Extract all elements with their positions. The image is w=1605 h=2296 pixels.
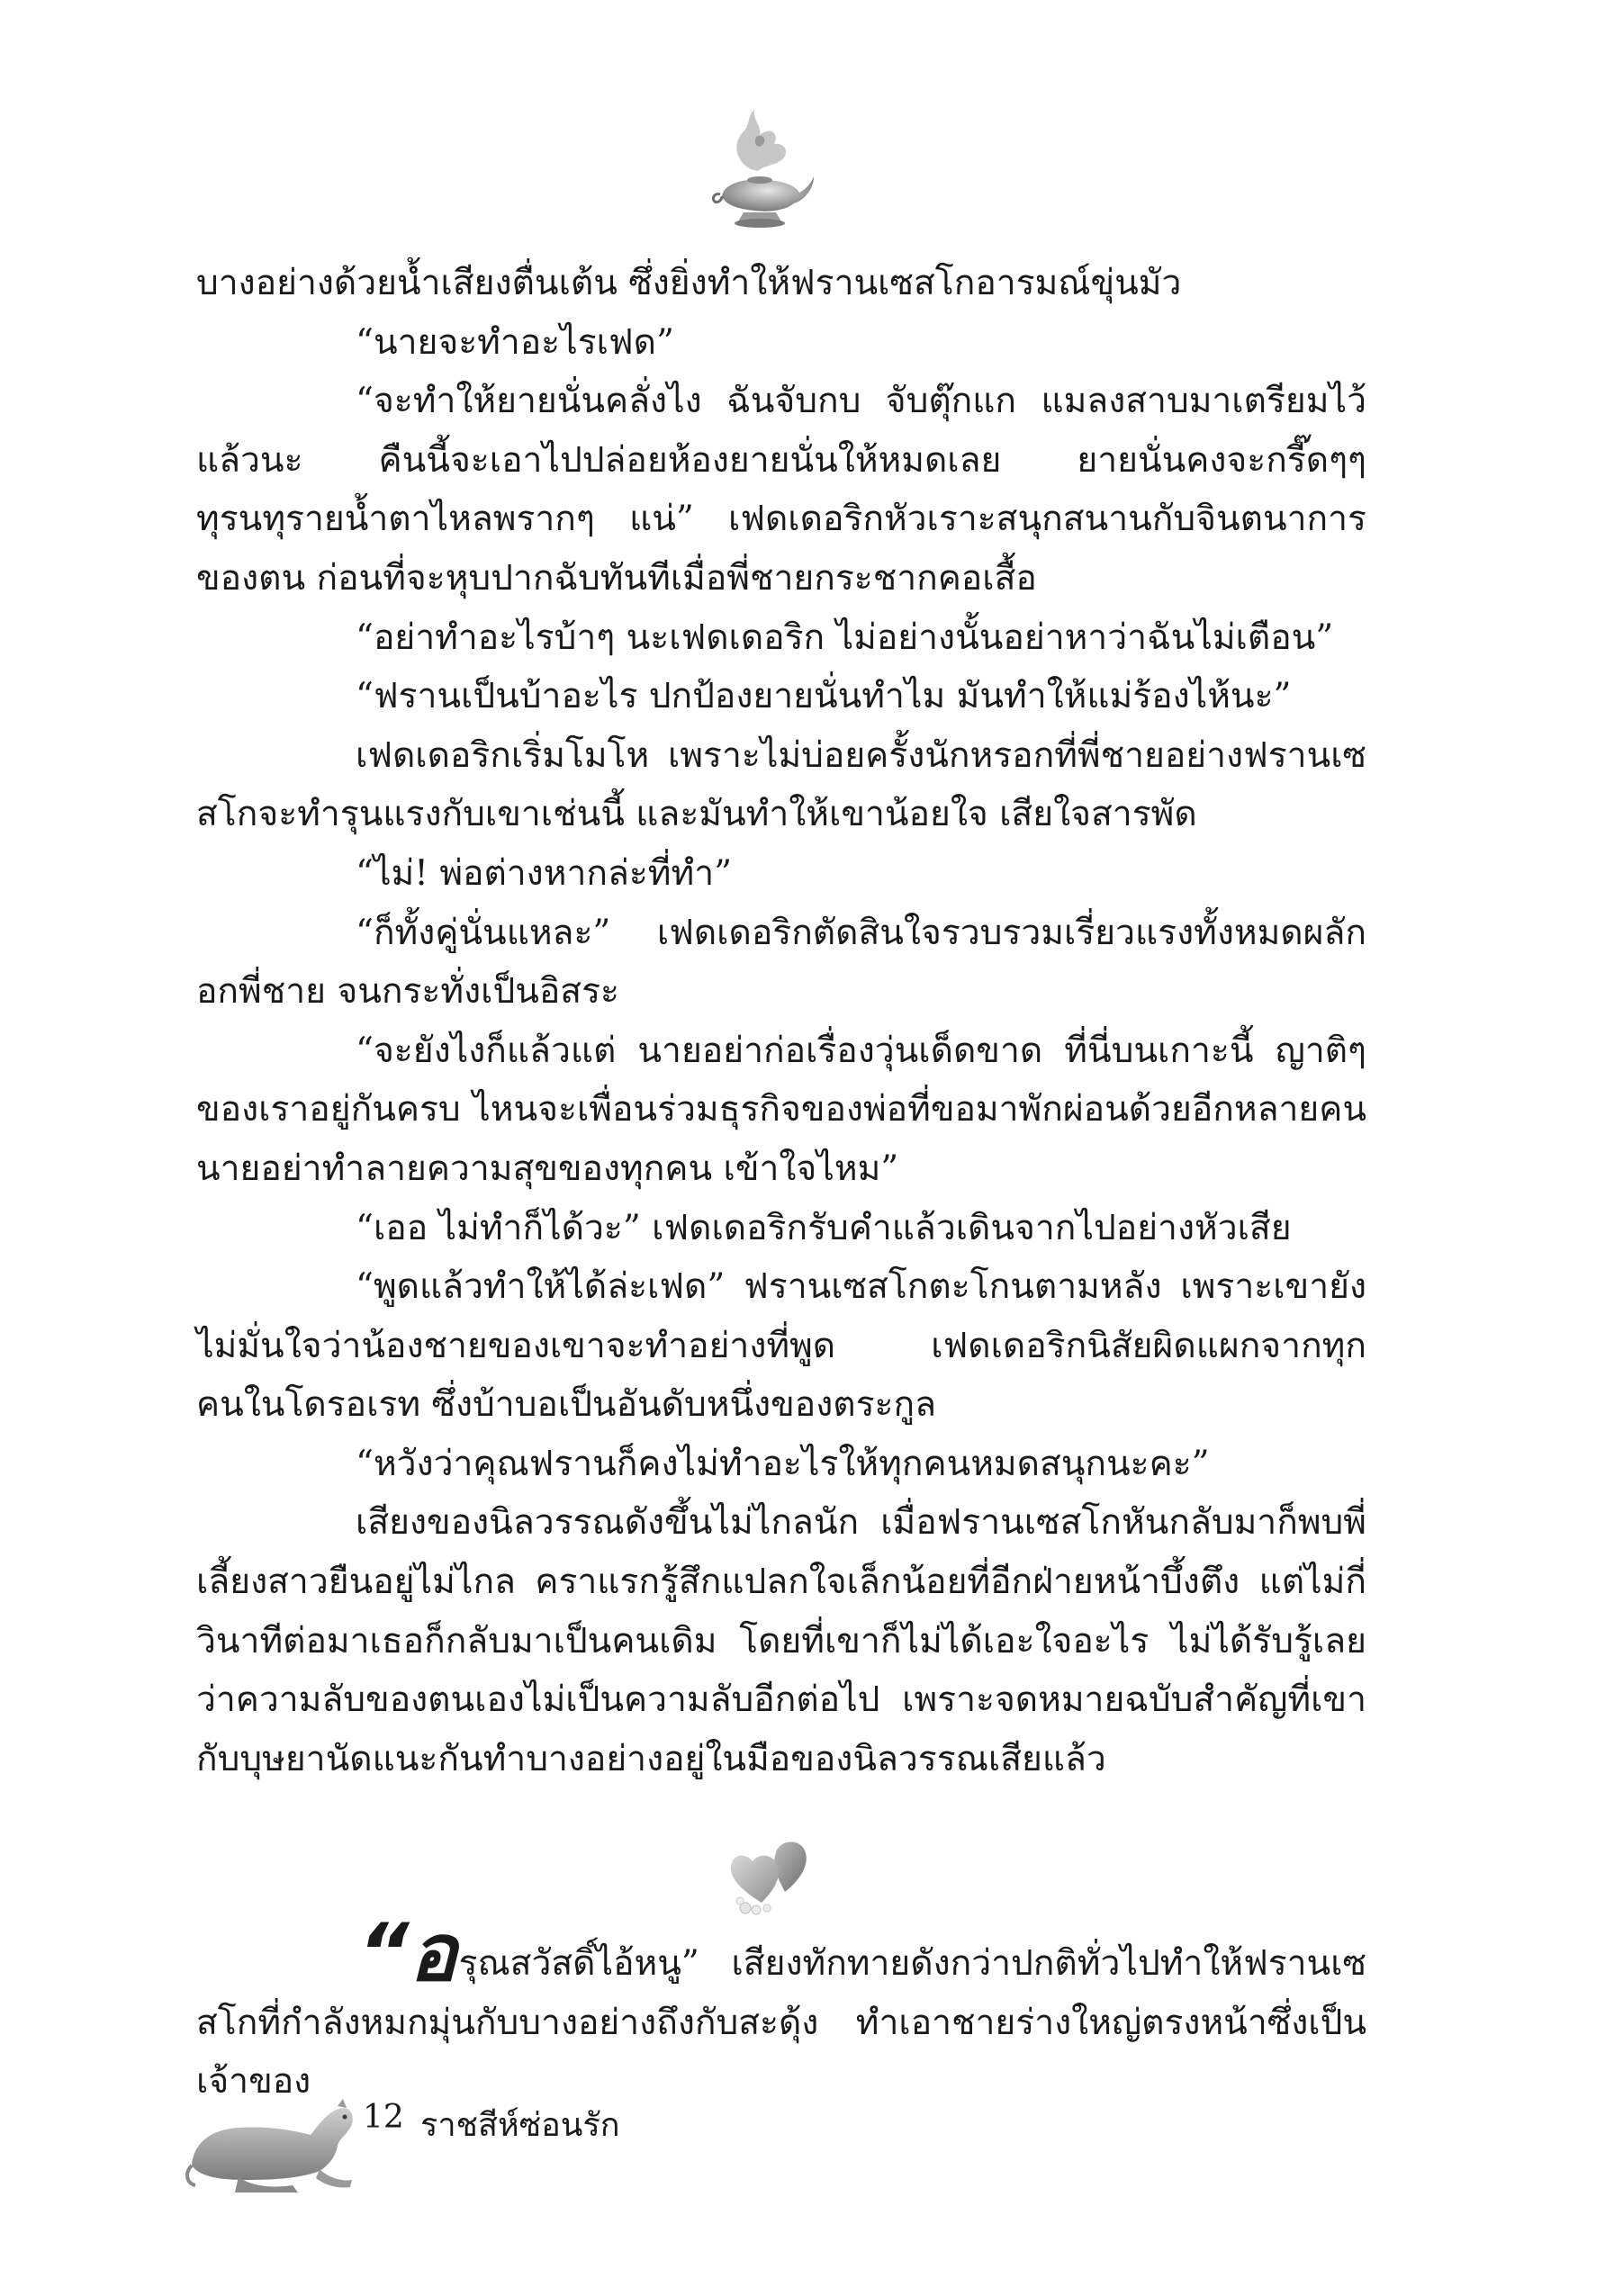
paragraph: “อย่าทำอะไรบ้าๆ นะเฟดเดอริก ไม่อย่างนั้นอย่าหาว่าฉันไม่เตือน” — [356, 617, 1334, 658]
book-title: ราชสีห์ซ่อนรัก — [420, 2107, 620, 2144]
page-number: 12 — [363, 2099, 404, 2136]
paragraph: บางอย่างด้วยน้ำเสียงตื่นเต้น ซึ่งยิ่งทำให้ฟรานเซสโกอารมณ์ขุ่นมัว — [196, 263, 1182, 303]
drop-cap: “อ — [358, 1906, 457, 1999]
magic-lamp-icon — [708, 106, 816, 232]
hearts-icon — [726, 1836, 816, 1915]
opening-text: รุณสวัสดิ์ไอ้หนู” เสียงทักทายดังกว่าปกติทั่วไปทำให้ฟรานเซสโกที่กำลังหมกมุ่นกับบางอย่างถึงกับสะดุ้ง ทำเอาชายร่างใหญ่ตรงหน้าซึ่งเป็นเจ้าของ — [196, 1943, 1366, 2102]
lioness-icon — [185, 2079, 356, 2196]
paragraph: “เออ ไม่ทำก็ได้วะ” เฟดเดอริกรับคำแล้วเดินจากไปอย่างหัวเสีย — [356, 1207, 1292, 1248]
paragraph: “หวังว่าคุณฟรานก็คงไม่ทำอะไรให้ทุกคนหมดสนุกนะคะ” — [356, 1443, 1210, 1484]
paragraph: “พูดแล้วทำให้ได้ล่ะเฟด” ฟรานเซสโกตะโกนตามหลัง เพราะเขายังไม่มั่นใจว่าน้องชายของเขาจะทำอย่างที่พูด เฟดเดอริกนิสัยผิดแผกจากทุกคนในโดรอเรท ซึ่งบ้าบอเป็นอันดับหนึ่งของตระกูล — [196, 1266, 1366, 1426]
paragraph: เสียงของนิลวรรณดังขึ้นไม่ไกลนัก เมื่อฟรานเซสโกหันกลับมาก็พบพี่เลี้ยงสาวยืนอยู่ไม่ไกล คราแรกรู้สึกแปลกใจเล็กน้อยที่อีกฝ่ายหน้าบึ้งตึง แต่ไม่กี่วินาทีต่อมาเธอก็กลับมาเป็นคนเดิม โดยที่เขาก็ไม่ได้เอะใจอะไร ไม่ได้รับรู้เลยว่าความลับของตนเองไม่เป็นความลับอีกต่อไป เพราะจดหมายฉบับสำคัญที่เขากับบุษยานัดแนะกันทำบางอย่างอยู่ในมือของนิลวรรณเสียแล้ว — [196, 1502, 1366, 1779]
paragraph: “นายจะทำอะไรเฟด” — [356, 321, 674, 363]
page-footer — [185, 2079, 725, 2196]
paragraph: “จะทำให้ยายนั่นคลั่งไง ฉันจับกบ จับตุ๊กแก แมลงสาบมาเตรียมไว้แล้วนะ คืนนี้จะเอาไปปล่อยห้องยายนั่นให้หมดเลย ยายนั่นคงจะกรี๊ดๆๆ ทุรนทุรายน้ำตาไหลพรากๆ แน่” เฟดเดอริกหัวเราะสนุกสนานกับจินตนาการของตน ก่อนที่จะหุบปากฉับทันทีเมื่อพี่ชายกระชากคอเสื้อ — [196, 381, 1366, 599]
paragraph: “ฟรานเป็นบ้าอะไร ปกป้องยายนั่นทำไม มันทำให้แม่ร้องไห้นะ” — [356, 676, 1292, 717]
body-text — [196, 254, 1366, 1788]
paragraph: “ก็ทั้งคู่นั่นแหละ” เฟดเดอริกตัดสินใจรวบรวมเรี่ยวแรงทั้งหมดผลักอกพี่ชาย จนกระทั่งเป็นอิสระ — [196, 912, 1366, 1013]
paragraph: “จะยังไงก็แล้วแต่ นายอย่าก่อเรื่องวุ่นเด็ดขาด ที่นี่บนเกาะนี้ ญาติๆ ของเราอยู่กันครบ ไหนจะเพื่อนร่วมธุรกิจของพ่อที่ขอมาพักผ่อนด้วยอีกหลายคน นายอย่าทำลายความสุขของทุกคน เข้าใจไหม” — [196, 1030, 1366, 1189]
paragraph: เฟดเดอริกเริ่มโมโห เพราะไม่บ่อยครั้งนักหรอกที่พี่ชายอย่างฟรานเซสโกจะทำรุนแรงกับเขาเช่นนี้ และมันทำให้เขาน้อยใจ เสียใจสารพัด — [196, 734, 1366, 835]
paragraph: “ไม่! พ่อต่างหากล่ะที่ทำ” — [356, 852, 733, 894]
